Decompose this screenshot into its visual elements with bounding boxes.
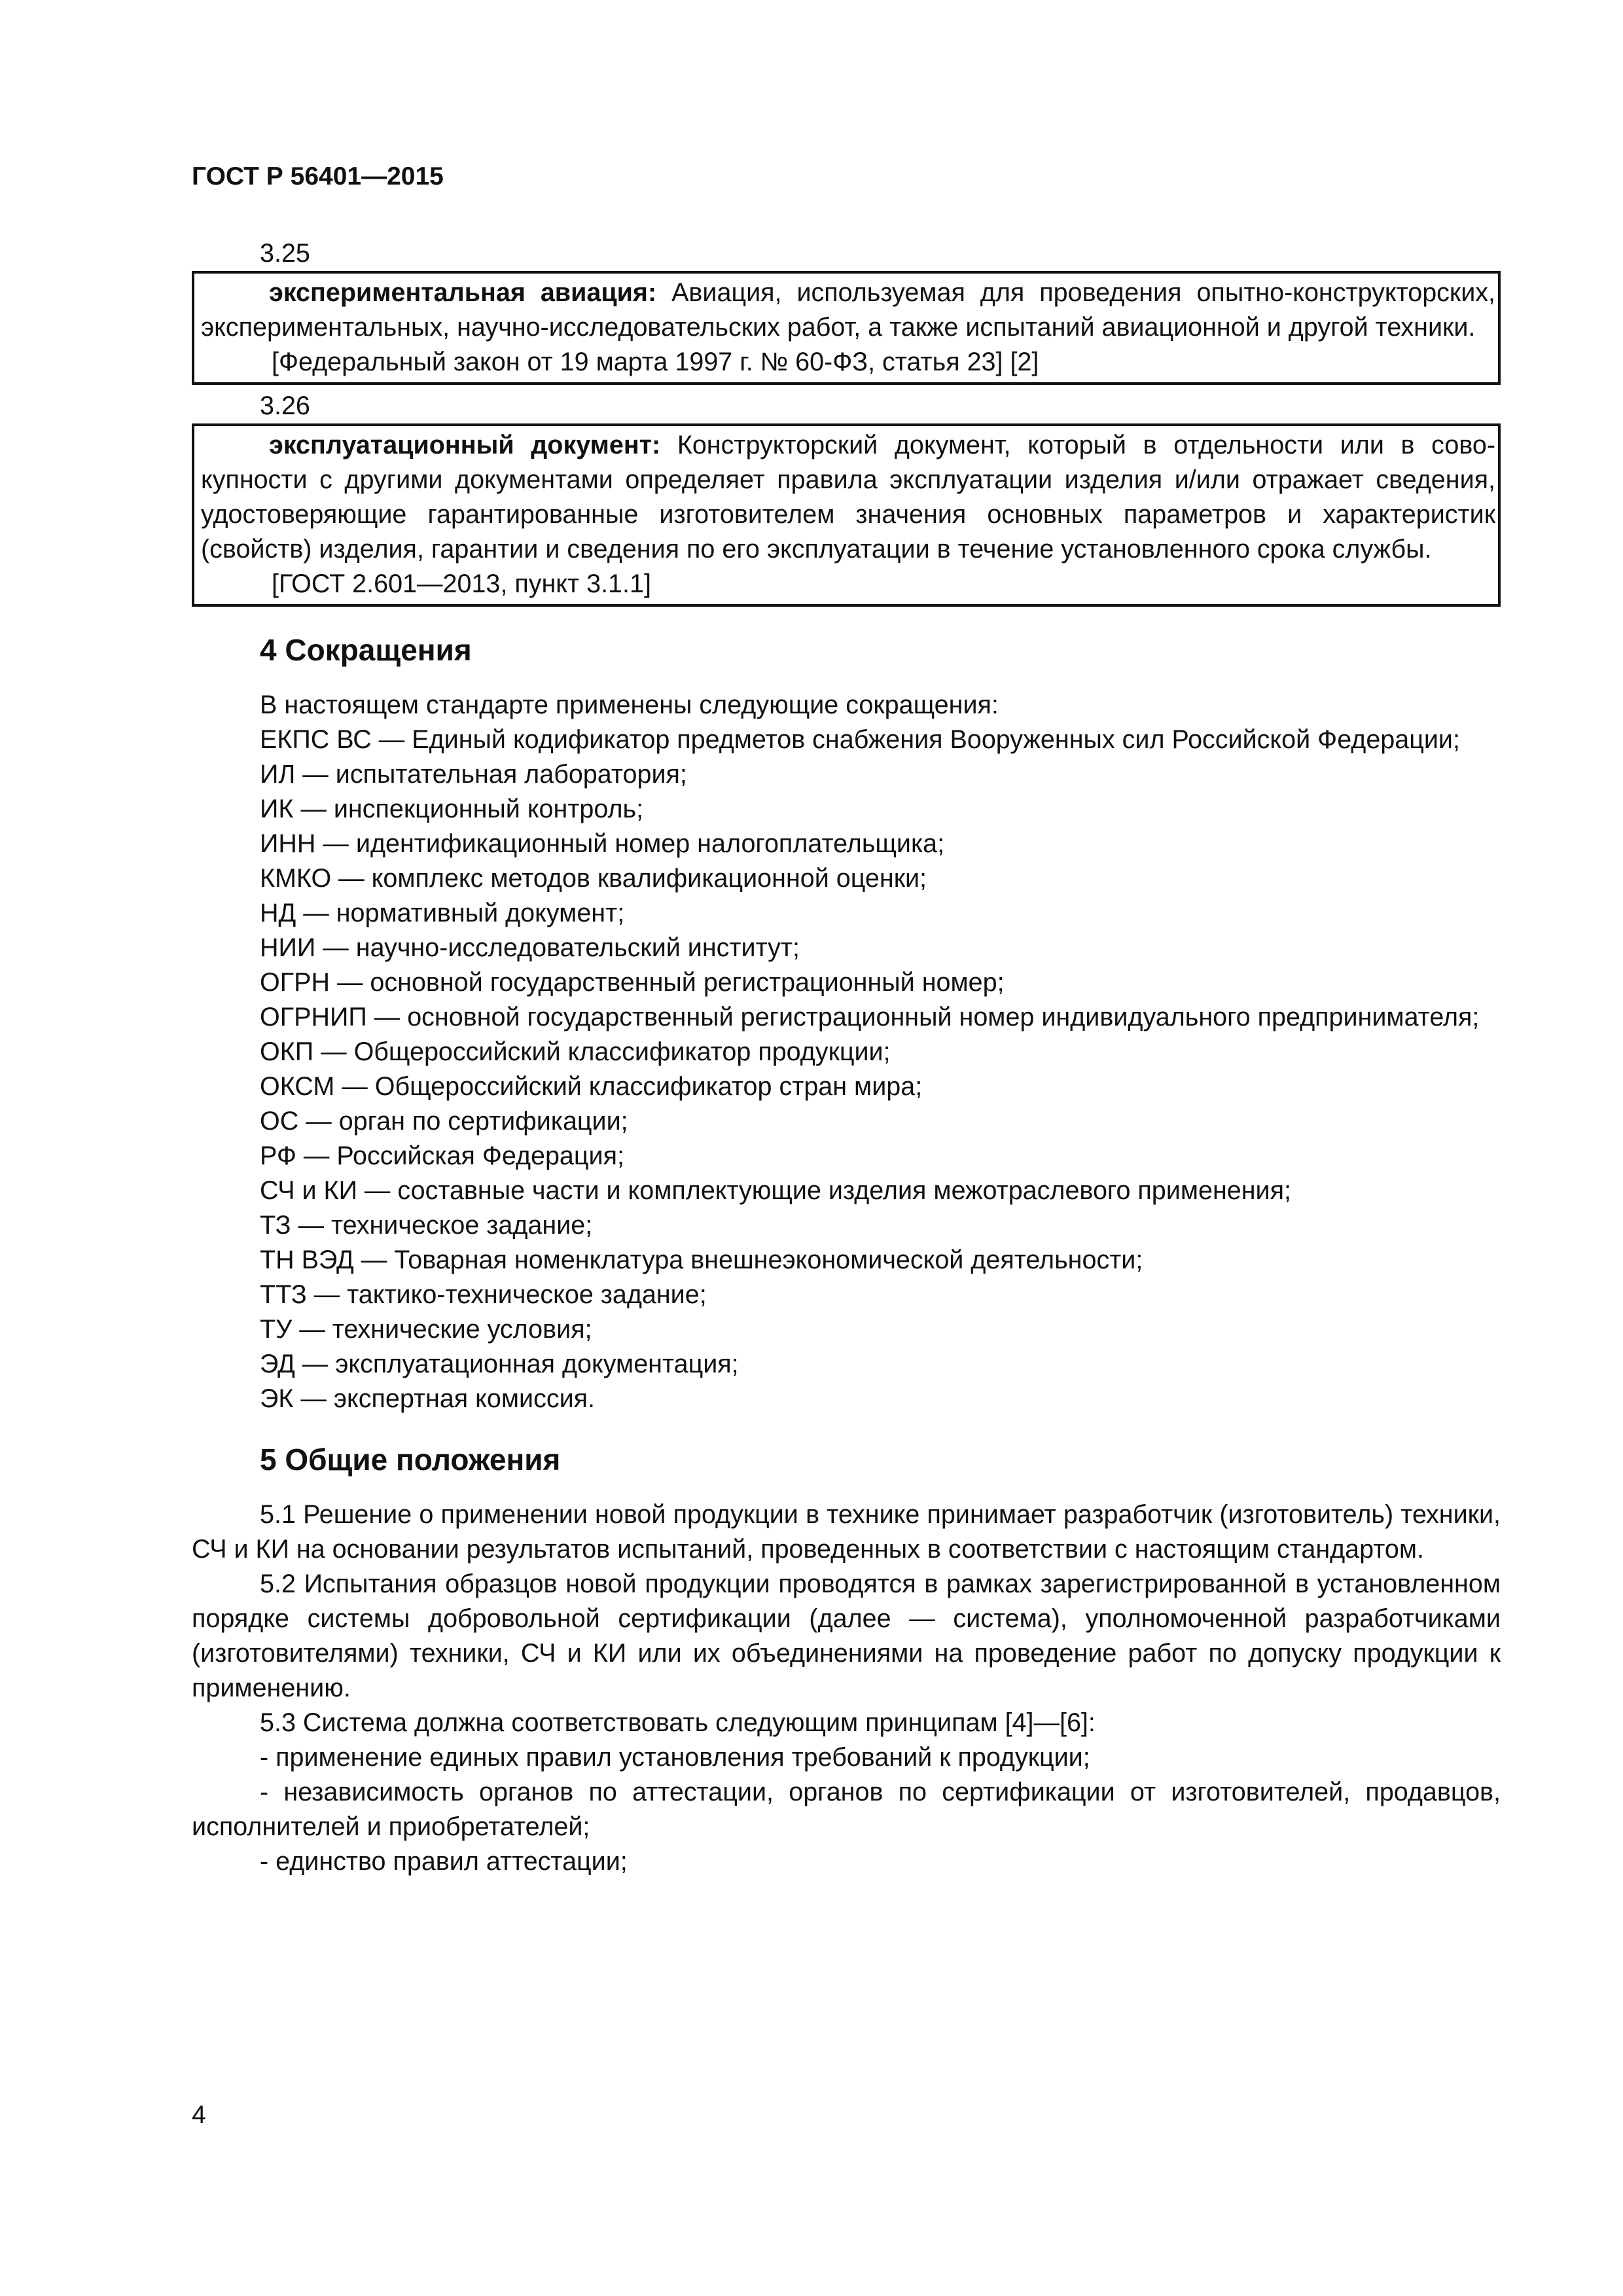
abbreviation-item: ОГРНИП — основной государственный регистрационный номер индивидуального предпринимателя; (260, 1003, 1480, 1031)
abbreviation-item: ИЛ — испытательная лаборатория; (260, 760, 687, 789)
section-heading: 4 Сокращения (260, 633, 472, 667)
section-heading: 5 Общие положения (260, 1443, 561, 1477)
section-paragraph: - независимость органов по аттестации, органов по сертификации от изготовителей, продавцов, исполнителей и приобретателей; (192, 1778, 1501, 1841)
term-source: [Федеральный закон от 19 марта 1997 г. № 60-ФЗ, статья 23] [2] (272, 348, 1039, 376)
abbreviation-item: ЭК — экспертная комиссия. (260, 1384, 596, 1413)
abbreviation-item: ИК — инспекционный контроль; (260, 795, 644, 823)
abbreviation-item: ТУ — технические условия; (260, 1315, 592, 1344)
abbreviation-item: ТТЗ — тактико-техническое задание; (260, 1280, 707, 1309)
term-definition-text: Конструкторский документ, который в отдельности или в совокупности с другими документами определяет правила эксплуатации изделия и/или отражает сведения, удостоверяющие гарантированные изготовителем значения основных параметров и характеристик (свойств) изделия, гарантии и сведения по его эксплуатации в течение установленного срока службы. (201, 431, 1495, 564)
term-source: [ГОСТ 2.601—2013, пункт 3.1.1] (272, 569, 651, 598)
term-number: 3.25 (260, 239, 310, 268)
term-number: 3.26 (260, 391, 310, 420)
term-definition (201, 428, 1495, 567)
page-content (192, 232, 1501, 1879)
abbreviation-item: КМКО — комплекс методов квалификационной оценки; (260, 864, 927, 893)
page-number: 4 (192, 2101, 206, 2129)
abbreviation-item: ОГРН — основной государственный регистрационный номер; (260, 968, 1005, 997)
abbreviation-item: ЭД — эксплуатационная документация; (260, 1350, 739, 1378)
term-name: экспериментальная авиация: (269, 278, 657, 307)
section-body (192, 1498, 1501, 1879)
abbreviation-item: ОС — орган по сертификации; (260, 1107, 628, 1136)
term-name: эксплуатационный документ: (269, 431, 661, 459)
abbreviation-item: СЧ и КИ — составные части и комплектующие изделия межотраслевого применения; (260, 1176, 1291, 1205)
term-box (192, 271, 1501, 385)
abbreviation-item: НИИ — научно-исследовательский институт; (260, 933, 800, 962)
section-paragraph: 5.2 Испытания образцов новой продукции проводятся в рамках зарегистрированной в установленном порядке системы добровольной сертификации (далее — система), уполномоченной разработчиками (изготовителями) техники, СЧ и КИ или их объединениями на проведение работ по допуску продукции к применению. (192, 1570, 1501, 1702)
section-paragraph: - применение единых правил установления требований к продукции; (260, 1743, 1090, 1772)
abbreviation-item: ОКСМ — Общероссийский классификатор стран мира; (260, 1072, 923, 1101)
abbreviation-item: НД — нормативный документ; (260, 899, 625, 927)
abbreviation-item: ЕКПС ВС — Единый кодификатор предметов снабжения Вооруженных сил Российской Федерации; (260, 725, 1460, 754)
abbreviation-item: ОКП — Общероссийский классификатор продукции; (260, 1037, 891, 1066)
section-paragraph: - единство правил аттестации; (260, 1847, 628, 1876)
abbreviation-item: ТЗ — техническое задание; (260, 1211, 593, 1240)
term-definition (201, 276, 1495, 345)
section-intro: В настоящем стандарте применены следующие сокращения: (260, 691, 999, 719)
abbreviation-item: ИНН — идентификационный номер налогоплательщика; (260, 829, 945, 858)
abbreviation-list (192, 723, 1501, 1416)
section-paragraph: 5.1 Решение о применении новой продукции в технике принимает разработчик (изготовитель) техники, СЧ и КИ на основании результатов испытаний, проведенных в соответствии с настоящим стандартом. (192, 1500, 1501, 1564)
document-header: ГОСТ Р 56401—2015 (192, 162, 444, 190)
section-paragraph: 5.3 Система должна соответствовать следующим принципам [4]—[6]: (260, 1708, 1096, 1737)
abbreviation-item: РФ — Российская Федерация; (260, 1141, 624, 1170)
abbreviation-item: ТН ВЭД — Товарная номенклатура внешнеэкономической деятельности; (260, 1246, 1143, 1274)
term-box (192, 423, 1501, 607)
term-definition-text: Авиация, используемая для проведения опытно-конструкторских, экспериментальных, научно-исследовательских работ, а также испытаний авиационной и другой техники. (201, 278, 1495, 342)
